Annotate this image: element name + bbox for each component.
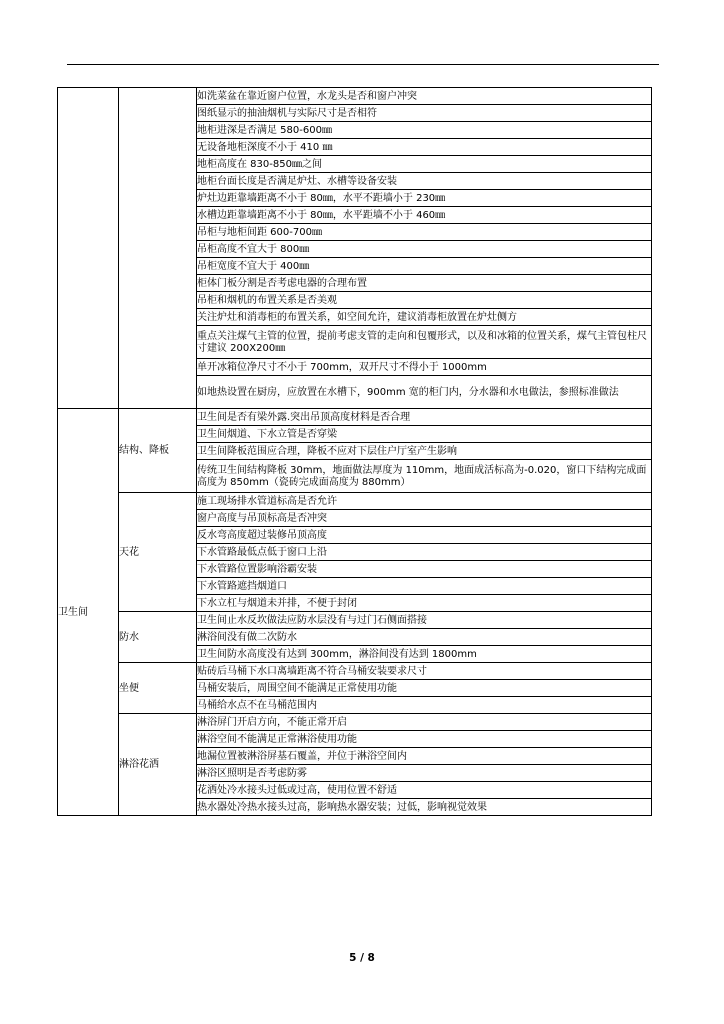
category-bathroom: 卫生间 (58, 409, 119, 816)
check-item: 重点关注煤气主管的位置，提前考虑支管的走向和包覆形式，以及和冰箱的位置关系，煤气主管包柱尺寸建议 200X200㎜ (197, 326, 652, 359)
table-row (58, 612, 652, 629)
check-item: 卫生间降板范围应合理，降板不应对下层住户厅室产生影响 (197, 443, 652, 460)
check-item: 卫生间止水反坎做法应防水层没有与过门石侧面搭接 (197, 612, 652, 629)
check-item: 图纸显示的抽油烟机与实际尺寸是否相符 (197, 105, 652, 122)
check-item: 下水管路位置影响浴霸安装 (197, 561, 652, 578)
table-row (58, 714, 652, 731)
subcategory-shower: 淋浴花洒 (119, 714, 197, 816)
check-item: 地柜台面长度是否满足炉灶、水槽等设备安装 (197, 173, 652, 190)
check-item: 马桶安装后，周围空间不能满足正常使用功能 (197, 680, 652, 697)
check-item: 下水立杠与烟道未并排，不便于封闭 (197, 595, 652, 612)
check-item: 炉灶边距靠墙距离不小于 80㎜，水平不距墙小于 230㎜ (197, 190, 652, 207)
check-item: 卫生间烟道、下水立管是否穿梁 (197, 426, 652, 443)
check-item: 单开冰箱位净尺寸不小于 700mm，双开尺寸不得小于 1000mm (197, 359, 652, 376)
check-item: 地柜高度在 830-850㎜之间 (197, 156, 652, 173)
check-item: 传统卫生间结构降板 30mm，地面做法厚度为 110mm，地面成活标高为-0.020，窗口下结构完成面高度为 850mm（瓷砖完成面高度为 880mm） (197, 460, 652, 493)
check-item: 地柜进深是否满足 580-600㎜ (197, 122, 652, 139)
check-item: 反水弯高度超过装修吊顶高度 (197, 527, 652, 544)
inspection-table (57, 87, 652, 816)
header-rule (67, 64, 659, 65)
check-item: 卫生间是否有梁外露.突出吊顶高度材料是否合理 (197, 409, 652, 426)
category-cell-kitchen (58, 88, 119, 409)
check-item: 吊柜宽度不宜大于 400㎜ (197, 258, 652, 275)
check-item: 淋浴区照明是否考虑防雾 (197, 765, 652, 782)
table-row (58, 88, 652, 105)
page-number: 5 / 8 (349, 952, 375, 964)
check-item: 吊柜与地柜间距 600-700㎜ (197, 224, 652, 241)
check-item: 热水器处冷热水接头过高，影响热水器安装；过低，影响视觉效果 (197, 799, 652, 816)
check-item: 柜体门板分割是否考虑电器的合理布置 (197, 275, 652, 292)
check-item: 窗户高度与吊顶标高是否冲突 (197, 510, 652, 527)
check-item: 淋浴屏门开启方向，不能正常开启 (197, 714, 652, 731)
check-item: 地漏位置被淋浴屏基石覆盖，并位于淋浴空间内 (197, 748, 652, 765)
check-item: 如洗菜盆在靠近窗户位置，水龙头是否和窗户冲突 (197, 88, 652, 105)
check-item: 水槽边距靠墙距离不小于 80㎜，水平距墙不小于 460㎜ (197, 207, 652, 224)
check-item: 如地热设置在厨房，应放置在水槽下，900mm 宽的柜门内，分水器和水电做法，参照标准做法 (197, 376, 652, 409)
subcategory-waterproof: 防水 (119, 612, 197, 663)
table-row (58, 663, 652, 680)
table-row (58, 409, 652, 426)
check-item: 卫生间防水高度没有达到 300mm，淋浴间没有达到 1800mm (197, 646, 652, 663)
check-item: 花洒处冷水接头过低或过高，使用位置不舒适 (197, 782, 652, 799)
check-item: 贴砖后马桶下水口离墙距离不符合马桶安装要求尺寸 (197, 663, 652, 680)
subcategory-structure: 结构、降板 (119, 409, 197, 493)
check-item: 淋浴空间不能满足正常淋浴使用功能 (197, 731, 652, 748)
check-item: 淋浴间没有做二次防水 (197, 629, 652, 646)
check-item: 下水管路遮挡烟道口 (197, 578, 652, 595)
check-item: 吊柜和烟机的布置关系是否美观 (197, 292, 652, 309)
check-item: 下水管路最低点低于窗口上沿 (197, 544, 652, 561)
check-item: 施工现场排水管道标高是否允许 (197, 493, 652, 510)
subcategory-toilet: 坐便 (119, 663, 197, 714)
check-item: 关注炉灶和消毒柜的布置关系，如空间允许，建议消毒柜放置在炉灶侧方 (197, 309, 652, 326)
check-item: 马桶给水点不在马桶范围内 (197, 697, 652, 714)
subcategory-ceiling: 天花 (119, 493, 197, 612)
check-item: 吊柜高度不宜大于 800㎜ (197, 241, 652, 258)
subcategory-cell-kitchen (119, 88, 197, 409)
table-row (58, 493, 652, 510)
check-item: 无设备地柜深度不小于 410 ㎜ (197, 139, 652, 156)
